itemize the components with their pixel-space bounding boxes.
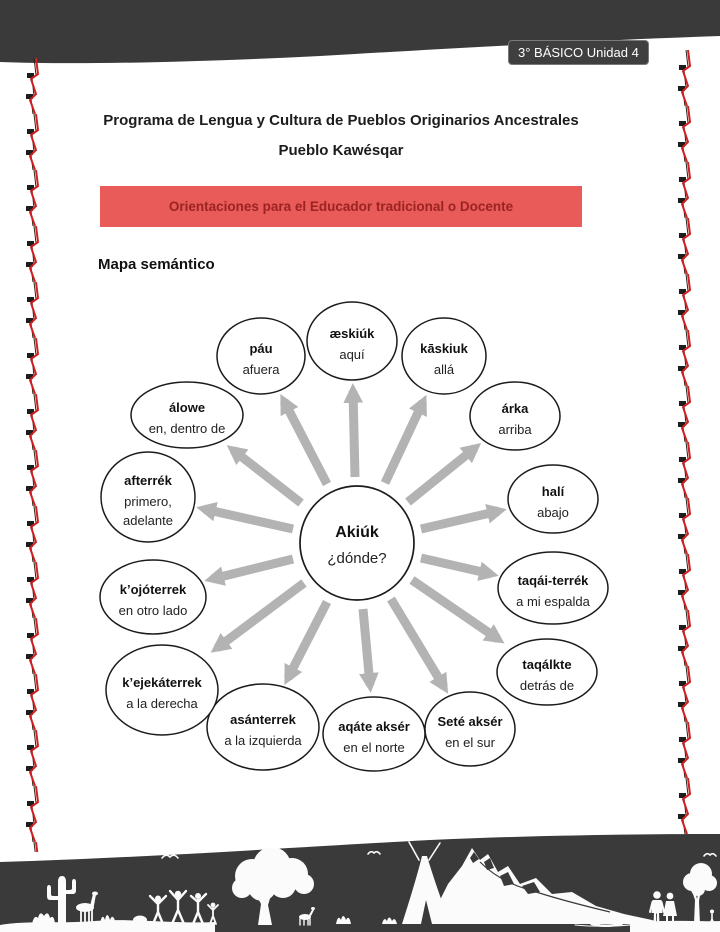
node-afterrek <box>101 452 195 542</box>
footer-illustration <box>0 832 720 932</box>
orientation-banner: Orientaciones para el Educador tradicional o Docente <box>100 186 582 227</box>
section-heading: Mapa semántico <box>98 256 215 273</box>
node-kojoterrek <box>100 560 206 634</box>
svg-text:æskiúk: æskiúk <box>329 326 375 341</box>
svg-text:Seté aksér: Seté aksér <box>437 714 503 729</box>
svg-text:asánterrek: asánterrek <box>230 712 296 727</box>
svg-text:aqáte aksér: aqáte aksér <box>338 719 410 734</box>
svg-text:álowe: álowe <box>168 400 206 415</box>
node-taqalkte <box>497 639 597 705</box>
bird-icon <box>182 849 194 851</box>
node-arka <box>470 382 560 450</box>
crouching-figure <box>133 916 147 925</box>
node-alowe <box>131 382 243 448</box>
svg-text:en el sur: en el sur <box>445 735 495 750</box>
svg-text:halí: halí <box>541 484 565 499</box>
textile-border-right <box>676 50 698 846</box>
node-kaskiuk <box>402 318 486 394</box>
semantic-map <box>60 285 660 800</box>
svg-text:adelante: adelante <box>123 513 173 528</box>
svg-text:a la izquierda: a la izquierda <box>224 733 302 748</box>
svg-text:árka: árka <box>501 401 529 416</box>
node-pau <box>217 318 305 394</box>
textile-border-left <box>24 58 46 852</box>
svg-text:¿dónde?: ¿dónde? <box>327 550 387 567</box>
svg-text:afuera: afuera <box>242 362 280 377</box>
node-sete-akser <box>425 692 515 766</box>
svg-text:kāskiuk: kāskiuk <box>420 341 468 356</box>
unit-badge: 3° BÁSICO Unidad 4 <box>508 40 649 65</box>
svg-text:afterrék: afterrék <box>124 473 172 488</box>
svg-text:k’ojóterrek: k’ojóterrek <box>119 582 187 597</box>
svg-text:taqálkte: taqálkte <box>522 657 572 672</box>
pueblo-subtitle: Pueblo Kawésqar <box>278 142 404 159</box>
svg-text:allá: allá <box>433 362 455 377</box>
svg-text:a mi espalda: a mi espalda <box>516 594 590 609</box>
svg-text:k’ejekáterrek: k’ejekáterrek <box>122 675 202 690</box>
figure-head <box>710 910 714 914</box>
svg-text:en el norte: en el norte <box>343 740 405 755</box>
node-asanterrek <box>207 684 319 770</box>
node-taqai-terrek <box>498 552 608 624</box>
svg-text:aquí: aquí <box>339 347 365 362</box>
svg-text:páu: páu <box>249 341 273 356</box>
node-hali <box>508 465 598 533</box>
node-kejekaterrek <box>106 645 218 735</box>
figure-head <box>211 903 216 908</box>
svg-text:taqái-terrék: taqái-terrék <box>517 573 589 588</box>
program-title: Programa de Lengua y Cultura de Pueblos Originarios Ancestrales <box>103 112 579 129</box>
svg-text:primero,: primero, <box>124 494 172 509</box>
svg-text:abajo: abajo <box>537 505 569 520</box>
svg-text:en otro lado: en otro lado <box>118 603 188 618</box>
svg-text:a la derecha: a la derecha <box>126 696 198 711</box>
svg-text:detrás de: detrás de <box>519 678 575 693</box>
svg-text:Akiúk: Akiúk <box>335 524 379 541</box>
svg-text:en, dentro de: en, dentro de <box>148 421 226 436</box>
node-aeskiuk <box>307 302 397 380</box>
svg-text:arriba: arriba <box>498 422 532 437</box>
node-aqate-akser <box>323 697 425 771</box>
node-akiuk-center <box>300 486 414 600</box>
figure-head <box>195 893 201 899</box>
